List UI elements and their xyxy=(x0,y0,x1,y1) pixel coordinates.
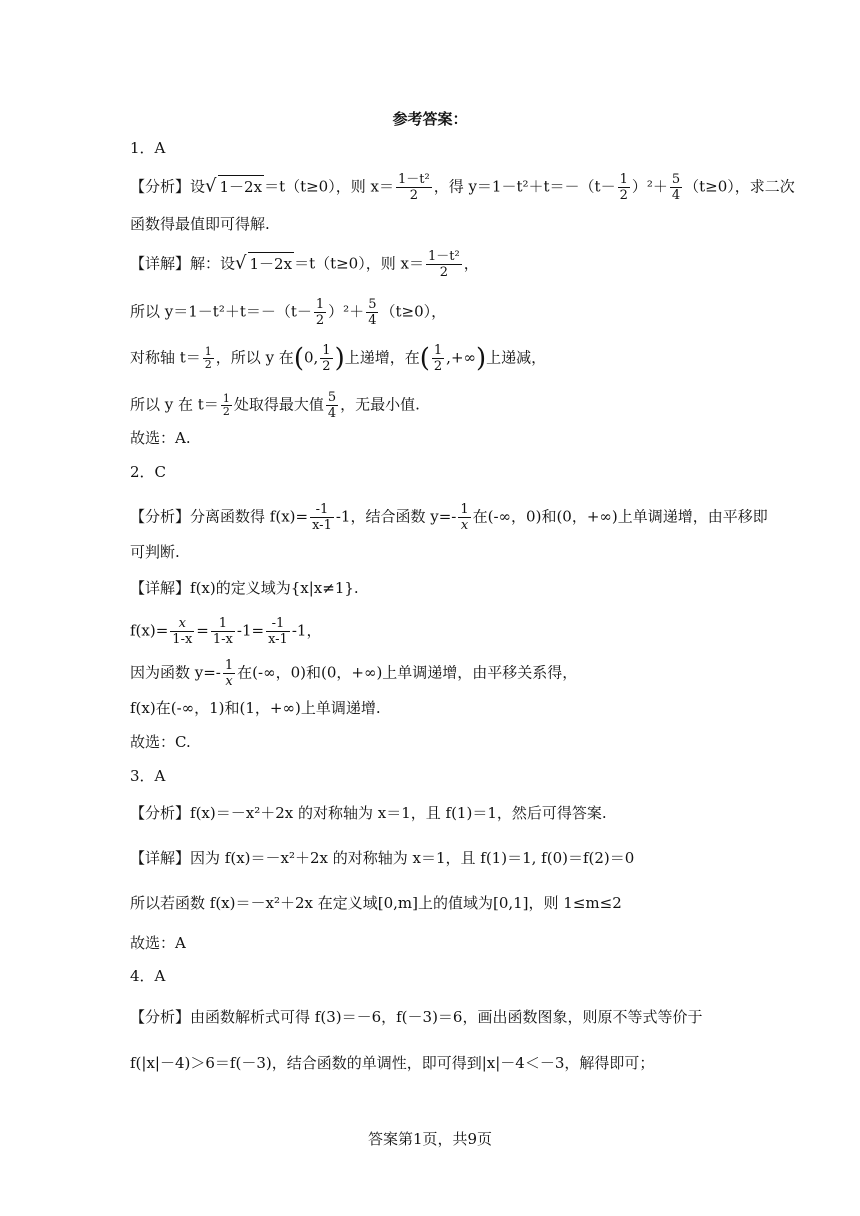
fraction: $\frac{1}{2}$ xyxy=(433,343,443,374)
q3-detail: 【详解】因为 f(x)＝－x²＋2x 的对称轴为 x＝1，且 f(1)＝1, f(0)＝f(2)＝0 xyxy=(130,849,635,867)
q2-answer: 故选：C. xyxy=(130,733,191,751)
fraction: $\frac{\text{1－t²}}{2}$ xyxy=(427,249,460,280)
q1-analysis-label: 【分析】 xyxy=(130,177,191,196)
fraction: $\frac{-1}{x-1}$ xyxy=(312,502,332,533)
fraction: $\frac{x}{1-x}$ xyxy=(172,616,193,647)
q2-analysis-cont: 可判断. xyxy=(130,543,180,561)
q1-detail: 【详解】解：设√ 1－2x ＝t（t≥0），则 x＝ $\frac{\text{1－t²}}{2}$ ， xyxy=(130,249,479,280)
q1-detail-label: 【详解】 xyxy=(130,254,191,273)
fraction: $\frac{\text{1－t²}}{2}$ xyxy=(397,172,430,203)
q2-number: 2．C xyxy=(130,463,167,481)
q4-analysis-cont: f(|x|－4)＞6＝f(－3)，结合函数的单调性，即可得到|x|－4＜－3，解得即可； xyxy=(130,1054,655,1072)
fraction: $\frac{1}{2}$ xyxy=(619,172,628,203)
q1-number: 1．A xyxy=(130,139,166,157)
q2-detail-line3: 因为函数 y=- $\frac{1}{x}$ 在(-∞，0)和(0，+∞)上单调递增，由平移关系得， xyxy=(130,658,578,689)
page-title: 参考答案： xyxy=(392,110,468,128)
fraction: $\frac{1}{2}$ xyxy=(222,392,230,418)
q3-answer: 故选：A xyxy=(130,934,186,952)
q2-detail-line4: f(x)在(-∞，1)和(1，+∞)上单调递增. xyxy=(130,699,381,717)
fraction: $\frac{1}{2}$ xyxy=(204,345,212,371)
q1-detail-line3: 对称轴 t＝ $\frac{1}{2}$ ，所以 y 在(0, $\frac{1}{2}$ )上递增，在( $\frac{1}{2}$ ,+∞)上递减， xyxy=(130,343,547,374)
fraction: $\frac{1}{x}$ xyxy=(224,658,234,689)
q4-number: 4．A xyxy=(130,967,166,985)
fraction: $\frac{5}{4}$ xyxy=(671,172,681,203)
q1-answer: 故选：A. xyxy=(130,429,191,447)
fraction: $\frac{1}{x}$ xyxy=(460,502,469,533)
q1-analysis: 【分析】设√ 1－2x ＝t（t≥0），则 x＝ $\frac{\text{1－t²}}{2}$ ，得 y＝1－t²＋t＝－（t－ $\frac{1}{2}$ ）²＋ $\frac{5}{4}$ （t≥0），求二次 xyxy=(130,172,795,203)
q2-detail: 【详解】f(x)的定义域为{x|x≠1}. xyxy=(130,579,359,597)
page-footer: 答案第1页，共9页 xyxy=(367,1130,493,1148)
q1-detail-line2: 所以 y＝1－t²＋t＝－（t－ $\frac{1}{2}$ ）²＋ $\frac{5}{4}$ （t≥0）， xyxy=(130,297,447,328)
q3-number: 3．A xyxy=(130,767,166,785)
q1-detail-line4: 所以 y 在 t＝ $\frac{1}{2}$ 处取得最大值 $\frac{5}{4}$ ，无最小值. xyxy=(130,390,420,421)
fraction: $\frac{1}{1-x}$ xyxy=(212,616,233,647)
q3-analysis: 【分析】f(x)＝－x²＋2x 的对称轴为 x＝1，且 f(1)＝1，然后可得答案. xyxy=(130,804,607,822)
q3-detail-line2: 所以若函数 f(x)＝－x²＋2x 在定义域[0,m]上的值域为[0,1]，则 1≤m≤2 xyxy=(130,894,622,912)
q4-analysis: 【分析】由函数解析式可得 f(3)＝－6，f(－3)＝6，画出函数图象，则原不等式等价于 xyxy=(130,1008,703,1026)
q1-analysis-cont: 函数得最值即可得解. xyxy=(130,215,270,233)
q2-detail-line2: f(x)= $\frac{x}{1-x}$ = $\frac{1}{1-x}$ -1= $\frac{-1}{x-1}$ -1， xyxy=(130,616,322,647)
fraction: $\frac{5}{4}$ xyxy=(327,390,337,421)
fraction: $\frac{1}{2}$ xyxy=(322,343,331,374)
fraction: $\frac{-1}{x-1}$ xyxy=(268,616,288,647)
fraction: $\frac{5}{4}$ xyxy=(368,297,377,328)
fraction: $\frac{1}{2}$ xyxy=(315,297,325,328)
q2-analysis: 【分析】分离函数得 f(x)= $\frac{-1}{x-1}$ -1，结合函数 y=- $\frac{1}{x}$ 在(-∞，0)和(0，+∞)上单调递增，由平移即 xyxy=(130,502,768,533)
